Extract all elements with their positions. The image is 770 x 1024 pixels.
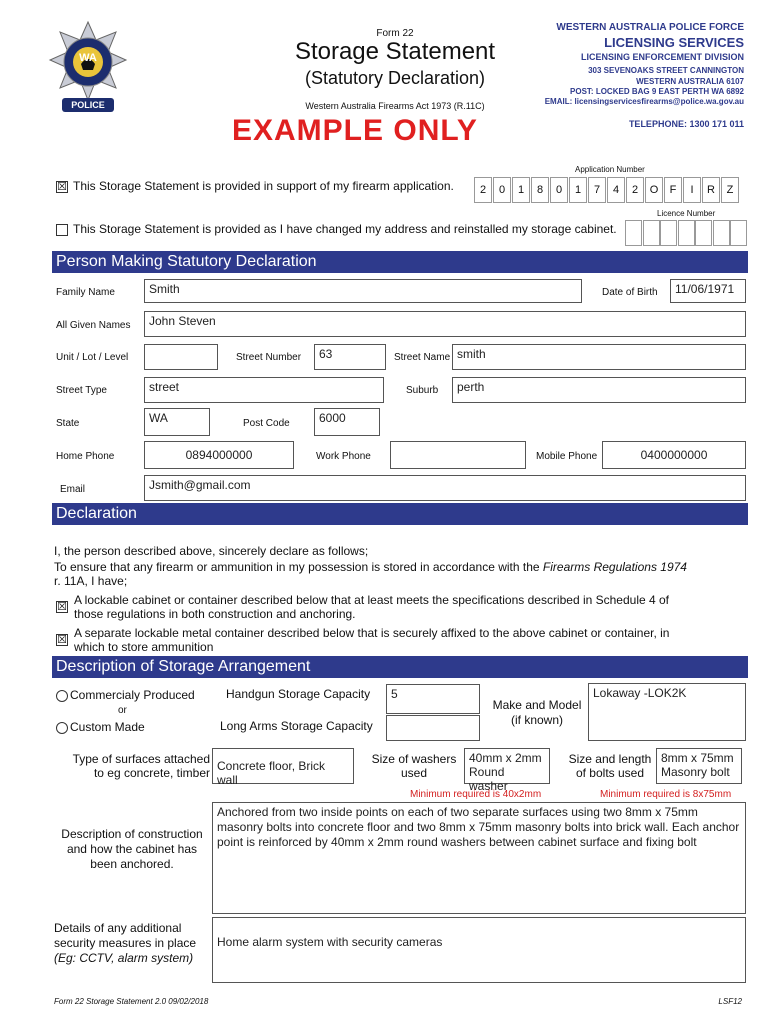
regulations-title: Firearms Regulations 1974 (542, 560, 687, 574)
bolts-field[interactable] (656, 748, 742, 784)
application-number-cell[interactable]: 1 (512, 177, 530, 203)
declaration-line-3: r. 11A, I have; (54, 574, 128, 588)
commercial-radio[interactable] (56, 690, 68, 702)
dob-label: Date of Birth (602, 287, 658, 298)
person-section-header: Person Making Statutory Declaration (52, 251, 748, 273)
logo-top-text: WA (79, 52, 97, 64)
custom-radio[interactable] (56, 722, 68, 734)
security-label (54, 921, 214, 966)
application-number-label: Application Number (575, 165, 645, 174)
application-number-cell[interactable]: 0 (550, 177, 568, 203)
agency-address-2: WESTERN AUSTRALIA 6107 (636, 77, 744, 86)
washers-field[interactable] (464, 748, 550, 793)
construction-label-line-2: and how the cabinet has (66, 842, 198, 856)
or-label: or (118, 705, 127, 716)
street-type-field[interactable]: street (144, 377, 384, 403)
commercial-label: Commercialy Produced (70, 688, 195, 702)
dob-field[interactable]: 11/06/1971 (670, 279, 746, 303)
declaration-line-2 (54, 560, 687, 574)
licence-number-cell[interactable] (625, 220, 642, 246)
application-number-cell[interactable]: 7 (588, 177, 606, 203)
construction-label-line-3: been anchored. (90, 857, 174, 871)
option-application-label: This Storage Statement is provided in support of my firearm application. (73, 179, 454, 193)
washers-label-line-2: used (400, 766, 428, 780)
longarms-capacity-label: Long Arms Storage Capacity (220, 719, 373, 733)
work-phone-label: Work Phone (316, 451, 371, 462)
custom-label: Custom Made (70, 720, 145, 734)
street-number-label: Street Number (236, 352, 302, 363)
construction-field[interactable]: Anchored from two inside points on each of two separate surfaces using two 8mm x 75mm masonry bolts into concrete floor and two 8mm x 75mm masonry bolts into brick wall. Each anchor point is reinforced by 40mm x 2mm round washers between cabinet surface and fixing bolt (212, 802, 746, 914)
declaration-cabinet-text-1: A lockable cabinet or container described below that at least meets the specifications described in Schedule 4 of (74, 593, 670, 607)
declaration-cabinet-checkbox[interactable]: ☒ (57, 601, 67, 613)
make-model-label (486, 698, 588, 728)
page-subtitle: (Statutory Declaration) (304, 68, 486, 88)
option-change-address-label: This Storage Statement is provided as I have changed my address and reinstalled my storage cabinet. (73, 222, 617, 236)
agency-email: EMAIL: licensingservicesfirearms@police.wa.gov.au (544, 97, 744, 106)
security-label-line-2: security measures in place (54, 936, 197, 950)
mobile-phone-label: Mobile Phone (536, 451, 598, 462)
email-field[interactable]: Jsmith@gmail.com (144, 475, 746, 501)
declaration-cabinet-text-2: those regulations in both construction and anchoring. (74, 607, 356, 621)
declaration-ammo-checkbox[interactable]: ☒ (57, 634, 67, 646)
surfaces-label (54, 752, 210, 780)
street-name-field[interactable]: smith (452, 344, 746, 370)
state-field[interactable]: WA (144, 408, 210, 436)
street-number-field[interactable]: 63 (314, 344, 386, 370)
option-application-checkbox[interactable]: ☒ (57, 181, 67, 193)
declaration-ammo-text-2: which to store ammunition (74, 640, 214, 654)
licence-number-cell[interactable] (660, 220, 677, 246)
suburb-field[interactable]: perth (452, 377, 746, 403)
application-number-cell[interactable]: Z (721, 177, 739, 203)
security-label-line-3: (Eg: CCTV, alarm system) (54, 951, 194, 965)
licence-number-cell[interactable] (678, 220, 695, 246)
licence-number-cell[interactable] (643, 220, 660, 246)
security-field[interactable]: Home alarm system with security cameras (212, 917, 746, 983)
washers-label-line-1: Size of washers (371, 752, 457, 766)
logo-bottom-text: POLICE (71, 100, 105, 110)
declaration-ammo-text-1: A separate lockable metal container described below that is securely affixed to the above cabinet or container, in (74, 626, 670, 640)
option-change-address-checkbox[interactable] (56, 224, 68, 236)
application-number-cell[interactable]: 8 (531, 177, 549, 203)
postcode-field[interactable]: 6000 (314, 408, 380, 436)
given-names-field[interactable]: John Steven (144, 311, 746, 337)
declaration-line-2-text: To ensure that any firearm or ammunition in my possession is stored in accordance with the (54, 560, 543, 574)
application-number-cell[interactable]: 0 (493, 177, 511, 203)
bolts-value-line-2: Masonry bolt (661, 765, 730, 779)
agency-address-1: 303 SEVENOAKS STREET CANNINGTON (588, 66, 744, 75)
surfaces-field[interactable]: Concrete floor, Brick wall (212, 748, 354, 784)
postcode-label: Post Code (243, 418, 290, 429)
unit-label: Unit / Lot / Level (56, 352, 129, 363)
make-model-field[interactable]: Lokaway -LOK2K (588, 683, 746, 741)
suburb-label: Suburb (406, 385, 439, 396)
agency-service: LICENSING SERVICES (604, 35, 744, 50)
application-number-cell[interactable]: R (702, 177, 720, 203)
bolts-minimum-note: Minimum required is 8x75mm (600, 789, 732, 800)
construction-label-line-1: Description of construction (61, 827, 203, 841)
licence-number-label: Licence Number (657, 209, 716, 218)
bolts-label (562, 752, 658, 780)
make-model-label-line-1: Make and Model (492, 698, 582, 712)
application-number-cell[interactable]: O (645, 177, 663, 203)
agency-division: LICENSING ENFORCEMENT DIVISION (580, 52, 744, 62)
application-number-cell[interactable]: F (664, 177, 682, 203)
construction-label (54, 827, 210, 872)
form-number: Form 22 (376, 28, 414, 39)
work-phone-field[interactable] (390, 441, 526, 469)
family-name-label: Family Name (56, 287, 115, 298)
unit-field[interactable] (144, 344, 218, 370)
licence-number-cell[interactable] (713, 220, 730, 246)
bolts-label-line-2: of bolts used (575, 766, 645, 780)
agency-name: WESTERN AUSTRALIA POLICE FORCE (556, 22, 744, 33)
agency-post: POST: LOCKED BAG 9 EAST PERTH WA 6892 (570, 87, 744, 96)
licence-number-cell[interactable] (730, 220, 747, 246)
given-names-label: All Given Names (56, 320, 131, 331)
application-number-cell[interactable]: 4 (607, 177, 625, 203)
family-name-field[interactable]: Smith (144, 279, 582, 303)
agency-telephone: TELEPHONE: 1300 171 011 (628, 119, 744, 129)
footer-form-version: Form 22 Storage Statement 2.0 09/02/2018 (54, 997, 209, 1006)
storage-section-header: Description of Storage Arrangement (52, 656, 748, 678)
state-label: State (56, 418, 80, 429)
washers-value-line-1: 40mm x 2mm (469, 751, 542, 765)
washers-label (364, 752, 464, 780)
street-type-label: Street Type (56, 385, 107, 396)
mobile-phone-field[interactable]: 0400000000 (602, 441, 746, 469)
page-title: Storage Statement (294, 38, 496, 65)
handgun-capacity-field[interactable]: 5 (386, 684, 480, 714)
act-reference: Western Australia Firearms Act 1973 (R.11C) (305, 101, 485, 111)
street-name-label: Street Name (394, 352, 451, 363)
surfaces-label-line-1: Type of surfaces attached (72, 752, 210, 766)
bolts-label-line-1: Size and length (568, 752, 652, 766)
police-logo (48, 18, 128, 118)
longarms-capacity-field[interactable] (386, 715, 480, 741)
security-label-line-1: Details of any additional (54, 921, 182, 935)
declaration-line-1: I, the person described above, sincerely declare as follows; (54, 544, 369, 558)
declaration-section-header: Declaration (52, 503, 748, 525)
email-label: Email (60, 484, 86, 495)
application-number-cell[interactable]: 2 (626, 177, 644, 203)
application-number-cell[interactable]: 2 (474, 177, 492, 203)
footer-form-code: LSF12 (718, 997, 742, 1006)
licence-number-cell[interactable] (695, 220, 712, 246)
make-model-label-line-2: (if known) (510, 713, 563, 727)
bolts-value-line-1: 8mm x 75mm (661, 751, 734, 765)
application-number-cell[interactable]: 1 (569, 177, 587, 203)
washers-minimum-note: Minimum required is 40x2mm (410, 789, 542, 800)
home-phone-field[interactable]: 0894000000 (144, 441, 294, 469)
example-only-watermark: EXAMPLE ONLY (232, 114, 478, 147)
home-phone-label: Home Phone (56, 451, 115, 462)
washers-value-line-2: Round washer (469, 765, 508, 793)
application-number-cell[interactable]: I (683, 177, 701, 203)
surfaces-label-line-2: to eg concrete, timber (93, 766, 210, 780)
handgun-capacity-label: Handgun Storage Capacity (226, 687, 371, 701)
